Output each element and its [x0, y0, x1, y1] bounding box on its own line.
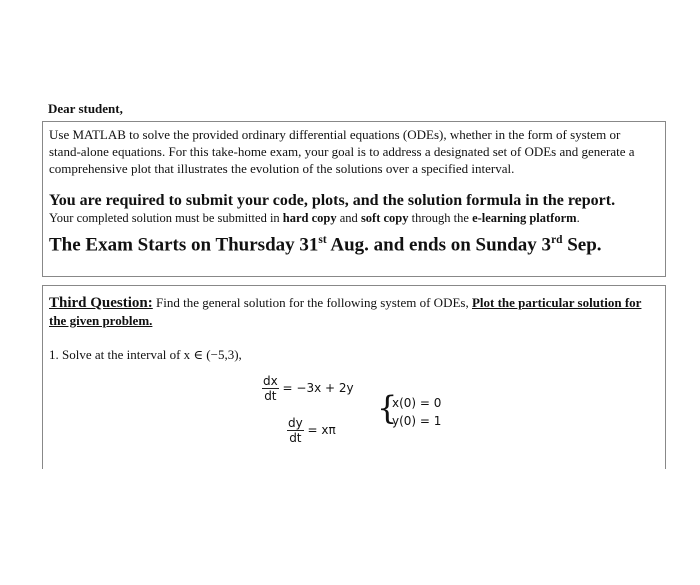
greeting: Dear student, [48, 101, 123, 116]
requirement-line: You are required to submit your code, plots, and the solution formula in the report. [49, 192, 616, 209]
question-title: Third Question: [49, 295, 153, 311]
initial-condition-y: y(0) = 1 [392, 414, 442, 428]
question-statement: Third Question: Find the general solution for the following system of ODEs, Plot the particular solution for the given problem. [49, 295, 642, 328]
instructions-box [42, 121, 666, 277]
submission-line: Your completed solution must be submitted in hard copy and soft copy through the e-learning platform. [49, 211, 580, 225]
equation-dx: $\frac{dx}{dt}$ = −3x + 2y [263, 374, 354, 403]
initial-condition-x: x(0) = 0 [392, 396, 442, 410]
equation-dy: $\frac{dy}{dt}$ = xπ [288, 416, 336, 445]
exam-dates: The Exam Starts on Thursday 31st Aug. and ends on Sunday 3rd Sep. [49, 234, 602, 256]
brace-icon: { [377, 389, 398, 427]
question-box [42, 285, 666, 469]
intro-paragraph: Use MATLAB to solve the provided ordinary differential equations (ODEs), whether in the form of system or stand-alone equations. For this take-home exam, your goal is to address a designated set of ODEs and generate a comprehensive plot that illustrates the evolution of the solutions over a specified interval. [49, 127, 635, 176]
question-task: Plot the particular solution for the given problem. [49, 295, 642, 328]
interval-line: 1. Solve at the interval of x ∈ (−5,3), [49, 347, 242, 362]
